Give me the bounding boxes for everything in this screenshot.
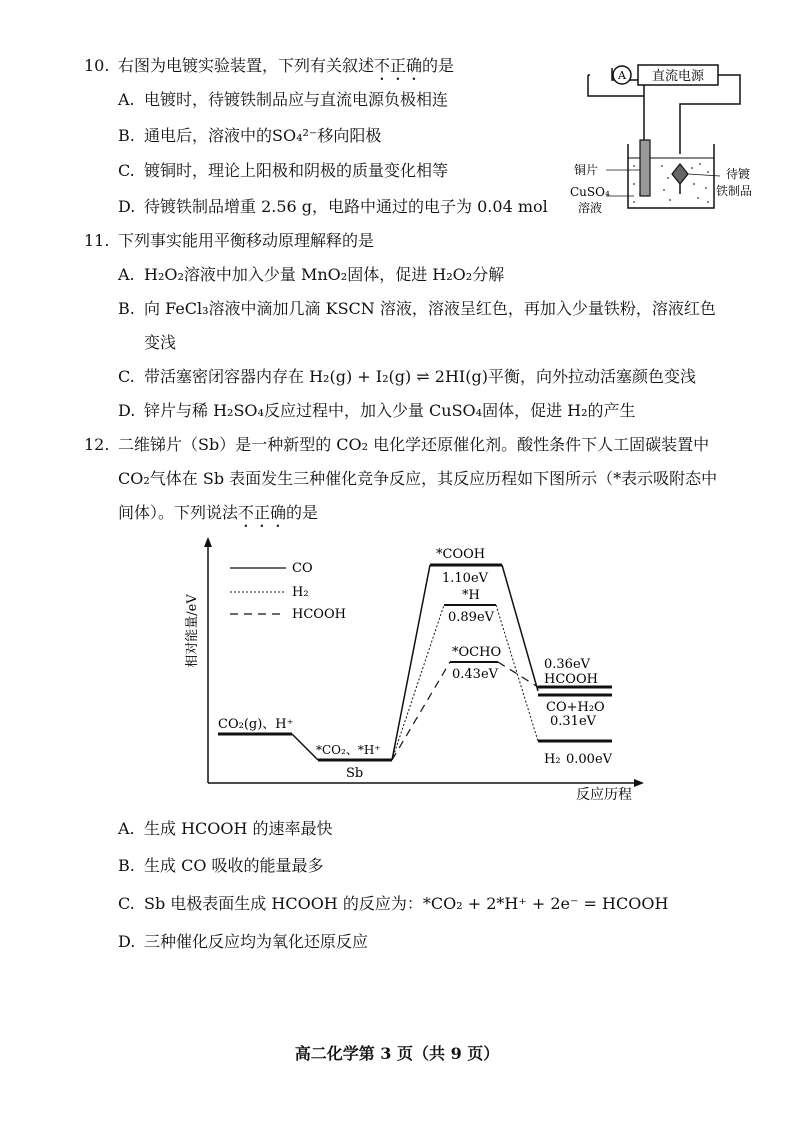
q10-option-d-letter: D. <box>118 197 136 216</box>
y-axis-label: 相对能量/eV <box>185 594 200 668</box>
q11-option-c-letter: C. <box>118 367 135 386</box>
x-axis-label: 反应历程 <box>576 787 632 803</box>
label-initial: CO₂(g)、H⁺ <box>218 717 294 732</box>
q10-stem-pre: 右图为电镀实验装置，下列有关叙述 <box>118 56 375 75</box>
h2-fall <box>496 605 538 741</box>
x-axis-arrow <box>634 779 644 787</box>
solution-label-1: CuSO₄ <box>570 185 610 199</box>
legend-h2-label: H₂ <box>292 585 309 600</box>
solution-label-2: 溶液 <box>578 201 603 215</box>
label-cooh: *COOH <box>436 547 486 562</box>
value-hcooh: 0.36eV <box>544 657 591 672</box>
iron-item <box>672 164 688 184</box>
q12-option-a-letter: A. <box>118 819 135 838</box>
co-fall <box>502 565 538 691</box>
label-sb: Sb <box>346 766 364 781</box>
q11-option-a-text: H₂O₂溶液中加入少量 MnO₂固体，促进 H₂O₂分解 <box>144 265 505 284</box>
q12-option-c <box>118 893 668 915</box>
q11-number: 11. <box>84 231 110 250</box>
q10-option-d-text: 待镀铁制品增重 2.56 g，电路中通过的电子为 0.04 mol <box>144 197 548 216</box>
q11-option-b-letter: B. <box>118 299 135 318</box>
q12-option-d <box>118 931 368 953</box>
q10-option-a <box>118 89 448 111</box>
value-h2: 0.00eV <box>566 752 613 767</box>
ammeter-label: A <box>618 69 626 82</box>
electroplating-apparatus <box>568 58 768 228</box>
label-h: *H <box>462 588 480 603</box>
q11-option-d-text: 锌片与稀 H₂SO₄反应过程中，加入少量 CuSO₄固体，促进 H₂的产生 <box>144 401 636 420</box>
q10-option-a-letter: A. <box>118 90 135 109</box>
q12-option-c-text: Sb 电极表面生成 HCOOH 的反应为：*CO₂ + 2*H⁺ + 2e⁻ = HCOOH <box>144 894 669 913</box>
energy-diagram <box>180 535 650 805</box>
power-supply-label: 直流电源 <box>651 69 705 84</box>
q11-option-c-text: 带活塞密闭容器内存在 H₂(g) + I₂(g) ⇌ 2HI(g)平衡，向外拉动活塞颜色变浅 <box>144 367 696 386</box>
q10-option-c-letter: C. <box>118 161 135 180</box>
q12-option-b <box>118 855 324 877</box>
q10-option-c-text: 镀铜时，理论上阳极和阴极的质量变化相等 <box>144 161 449 180</box>
q12-number: 12. <box>84 435 110 454</box>
hcooh-rise <box>392 662 450 760</box>
q12-stem-line1: 二维锑片（Sb）是一种新型的 CO₂ 电化学还原催化剂。酸性条件下人工固碳装置中 <box>118 435 710 454</box>
q10-stem-post: 的是 <box>422 56 455 75</box>
q10-stem-emph: 不正确 <box>374 56 423 75</box>
value-h: 0.89eV <box>448 610 495 625</box>
q10-option-d <box>118 196 548 218</box>
q12-stem-line3 <box>118 502 318 531</box>
q11-option-b-text: 向 FeCl₃溶液中滴加几滴 KSCN 溶液，溶液呈红色，再加入少量铁粉，溶液红色 <box>144 299 716 318</box>
q11-option-d <box>118 400 636 422</box>
item-label-2: 铁制品 <box>716 184 753 198</box>
q12-option-a-text: 生成 HCOOH 的速率最快 <box>144 819 333 838</box>
co-rise <box>392 565 430 760</box>
q11-option-b-cont: 变浅 <box>144 333 177 352</box>
q11-stem: 下列事实能用平衡移动原理解释的是 <box>118 231 375 250</box>
connector-initial-adsorbed <box>292 734 318 760</box>
label-h2: H₂ <box>544 752 561 767</box>
page-footer: 高二化学第 3 页（共 9 页） <box>294 1044 500 1063</box>
copper-plate <box>640 140 650 196</box>
q10-option-a-text: 电镀时，待镀铁制品应与直流电源负极相连 <box>144 90 449 109</box>
q11-option-a <box>118 264 504 286</box>
item-label-1: 待镀 <box>726 167 751 181</box>
q12-option-b-letter: B. <box>118 856 135 875</box>
q10-number: 10. <box>84 56 110 75</box>
label-adsorbed: *CO₂、*H⁺ <box>316 743 381 757</box>
label-hcooh: HCOOH <box>544 672 598 687</box>
q10-option-b-text: 通电后，溶液中的SO₄²⁻移向阳极 <box>144 126 382 145</box>
q12-option-a <box>118 818 333 840</box>
q12-stem-emph: 不正确 <box>238 503 287 522</box>
q12-stem-line2: CO₂气体在 Sb 表面发生三种催化竞争反应，其反应历程如下图所示（*表示吸附态中 <box>118 469 718 488</box>
label-ocho: *OCHO <box>452 645 502 660</box>
value-cooh: 1.10eV <box>442 571 489 586</box>
q10-stem <box>118 55 454 84</box>
q11-option-d-letter: D. <box>118 401 136 420</box>
q12-stem-post: 的是 <box>286 503 319 522</box>
copper-label: 铜片 <box>574 163 599 177</box>
q12-option-d-text: 三种催化反应均为氧化还原反应 <box>144 932 369 951</box>
value-co-h2o: 0.31eV <box>550 714 597 729</box>
value-ocho: 0.43eV <box>452 667 499 682</box>
hcooh-fall <box>498 662 538 687</box>
legend-co-label: CO <box>292 561 313 576</box>
q11-option-b <box>118 298 716 320</box>
legend-hcooh-label: HCOOH <box>292 607 346 622</box>
y-axis-arrow <box>204 537 212 547</box>
q12-option-b-text: 生成 CO 吸收的能量最多 <box>144 856 324 875</box>
q12-stem-pre: 间体）。下列说法 <box>118 503 239 522</box>
label-co-h2o: CO+H₂O <box>546 700 605 715</box>
q11-option-c <box>118 366 696 388</box>
q11-option-a-letter: A. <box>118 265 135 284</box>
q10-option-b-letter: B. <box>118 126 135 145</box>
q10-option-c <box>118 160 448 182</box>
q12-option-d-letter: D. <box>118 932 136 951</box>
q10-option-b <box>118 125 381 147</box>
q12-option-c-letter: C. <box>118 894 135 913</box>
